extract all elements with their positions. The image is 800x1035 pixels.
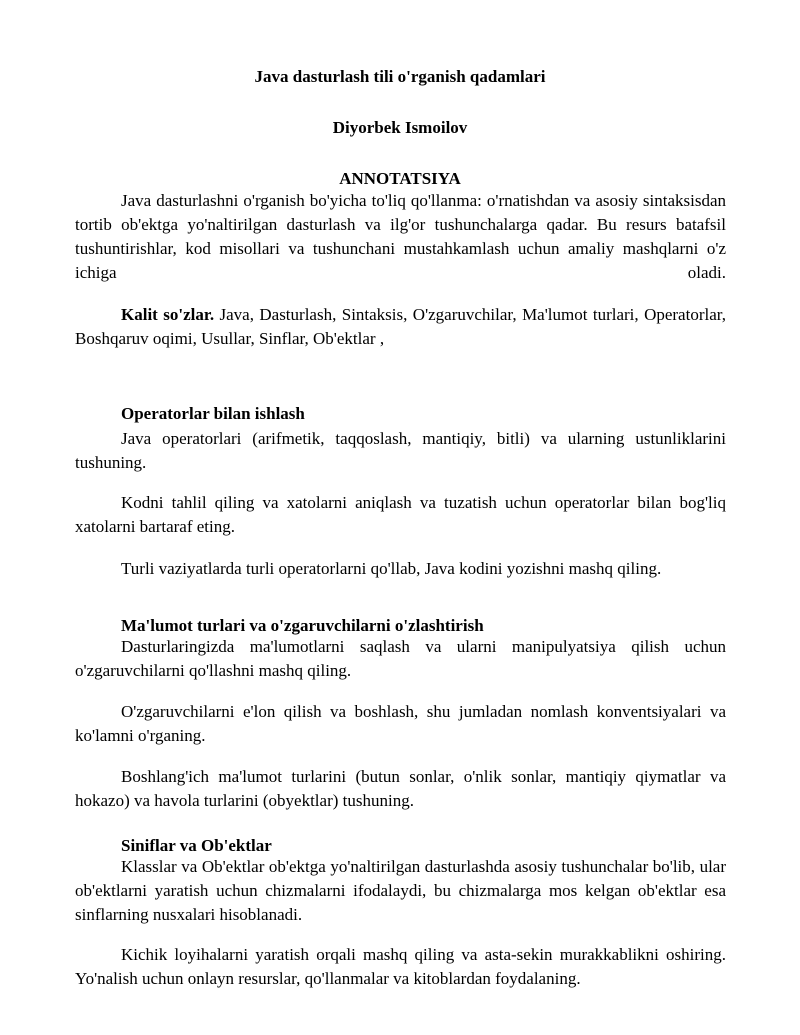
section-heading-operators: Operatorlar bilan ishlash bbox=[121, 404, 305, 423]
section-paragraph: Boshlang'ich ma'lumot turlarini (butun sonlar, o'nlik sonlar, mantiqiy qiymatlar va hokazo) va havola turlarini (obyektlar) tushuning. bbox=[75, 767, 726, 810]
section-paragraph: Java operatorlari (arifmetik, taqqoslash, mantiqiy, bitli) va ularning ustunliklarini tushuning. bbox=[75, 429, 726, 472]
document-title: Java dasturlash tili o'rganish qadamlari bbox=[254, 67, 546, 86]
keywords-paragraph bbox=[75, 303, 726, 351]
section-heading-data-types: Ma'lumot turlari va o'zgaruvchilarni o'zlashtirish bbox=[121, 616, 484, 635]
section-paragraph: O'zgaruvchilarni e'lon qilish va boshlash, shu jumladan nomlash konventsiyalari va ko'lamni o'rganing. bbox=[75, 702, 726, 745]
section-heading-classes-objects: Siniflar va Ob'ektlar bbox=[121, 836, 272, 855]
keywords-label: Kalit so'zlar. bbox=[121, 305, 215, 324]
keywords-text: Java, Dasturlash, Sintaksis, O'zgaruvchilar, Ma'lumot turlari, Operatorlar, Boshqaruv oqimi, Usullar, Sinflar, Ob'ektlar , bbox=[75, 305, 726, 348]
section-paragraph: Dasturlaringizda ma'lumotlarni saqlash va ularni manipulyatsiya qilish uchun o'zgaruvchilarni qo'llashni mashq qiling. bbox=[75, 637, 726, 680]
section-paragraph: Kichik loyihalarni yaratish orqali mashq qiling va asta-sekin murakkablikni oshiring. Yo'nalish uchun onlayn resurslar, qo'llanmalar va kitoblardan foydalaning. bbox=[75, 945, 726, 988]
section-paragraph: Klasslar va Ob'ektlar ob'ektga yo'naltirilgan dasturlashda asosiy tushunchalar bo'lib, ular ob'ektlarni yaratish uchun chizmalarni ifodalaydi, bu chizmalarga mos kelgan ob'ektlar esa sinflarning nusxalari hisoblanadi. bbox=[75, 857, 726, 924]
annotation-heading: ANNOTATSIYA bbox=[339, 169, 461, 188]
section-paragraph: Kodni tahlil qiling va xatolarni aniqlash va tuzatish uchun operatorlar bilan bog'liq xatolarni bartaraf eting. bbox=[75, 493, 726, 536]
annotation-paragraph: Java dasturlashni o'rganish bo'yicha to'liq qo'llanma: o'rnatishdan va asosiy sintaksisdan tortib ob'ektga yo'naltirilgan dasturlash va ilg'or tushunchalarga qadar. Bu resurs batafsil tushuntirishlar, kod misollari va tushunchani mustahkamlash uchun amaliy mashqlarni o'z ichiga oladi. bbox=[75, 191, 726, 282]
section-paragraph: Turli vaziyatlarda turli operatorlarni qo'llab, Java kodini yozishni mashq qiling. bbox=[121, 559, 662, 578]
document-author: Diyorbek Ismoilov bbox=[332, 118, 468, 137]
